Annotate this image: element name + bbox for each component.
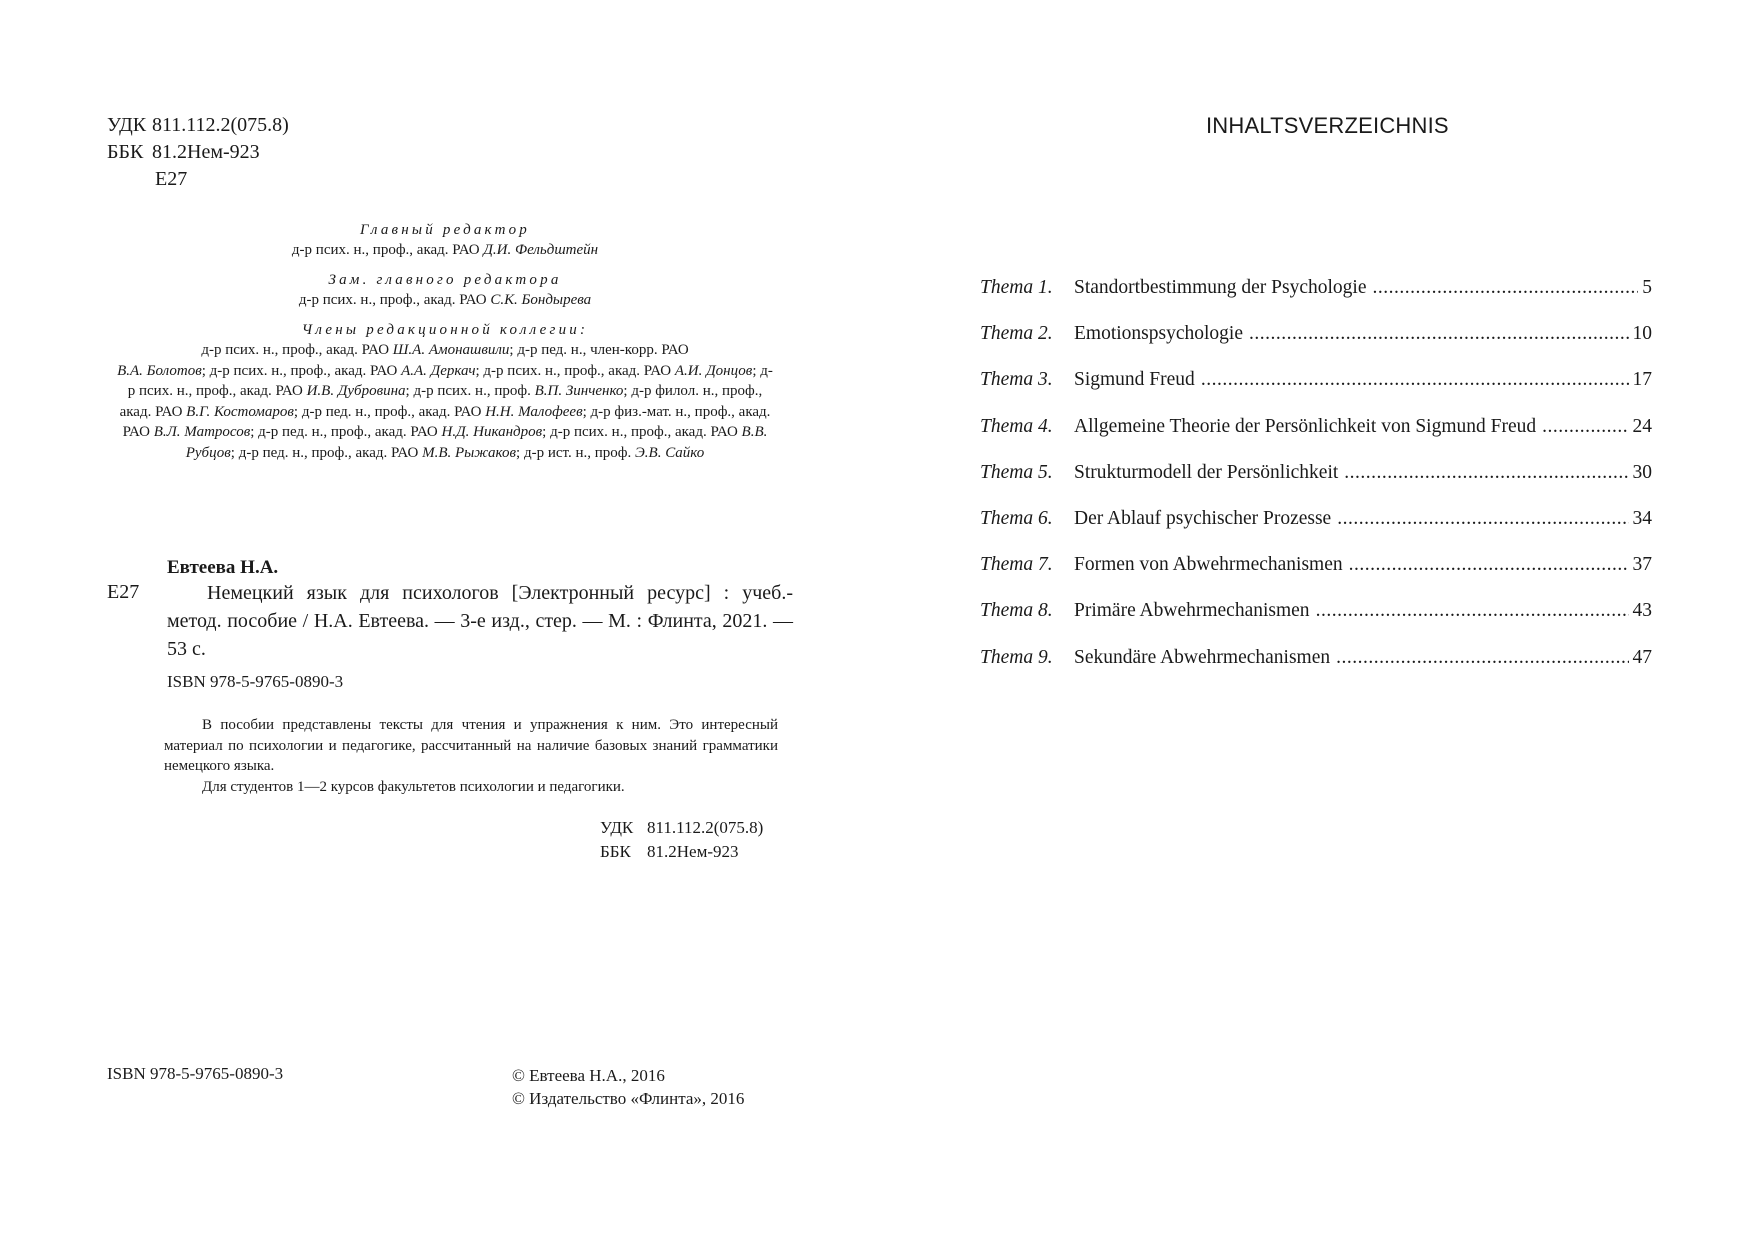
toc-entry[interactable]	[980, 462, 1652, 508]
deputy-editor	[115, 290, 775, 310]
board-member: д-р псих. н., проф., акад. РАО А.А. Деркач;	[209, 362, 480, 379]
toc-leader-dots	[1337, 508, 1628, 530]
deputy-editor-role: Зам. главного редактора	[328, 272, 562, 288]
toc-entry-title: Sigmund Freud	[1074, 369, 1195, 391]
board-members-list	[115, 340, 775, 464]
udk-value: 811.112.2(075.8)	[152, 114, 289, 136]
chief-editor-name: Д.И. Фельдштейн	[483, 242, 599, 258]
udk-bbk-footer	[600, 816, 763, 864]
annotation-paragraph: В пособии представлены тексты для чтения и упражнения к ним. Это интересный материал по психологии и педагогике, рассчитанный на наличие базовых знаний грамматики немецкого языка.	[164, 717, 778, 774]
toc-entry-label: Thema 1.	[980, 277, 1053, 298]
annotation-paragraph: Для студентов 1—2 курсов факультетов психологии и педагогики.	[202, 778, 625, 795]
toc-entry[interactable]	[980, 508, 1652, 554]
deputy-editor-name: С.К. Бондырева	[490, 292, 592, 308]
udk-label: УДК	[600, 818, 634, 837]
toc-entry[interactable]	[980, 554, 1652, 600]
toc-entry-label: Thema 6.	[980, 507, 1053, 529]
cutter-code: Е27	[155, 168, 188, 190]
udk-line	[107, 112, 289, 139]
toc-entry-title: Sekundäre Abwehrmechanismen	[1074, 646, 1331, 668]
toc-entry-page: 37	[1632, 554, 1652, 576]
udk-line	[600, 816, 763, 840]
toc-leader-dots	[1372, 277, 1638, 299]
table-of-contents	[980, 277, 1652, 693]
toc-entry-page: 30	[1632, 461, 1652, 483]
cutter-code-left: Е27	[107, 581, 140, 603]
toc-entry-page: 47	[1632, 646, 1652, 668]
chief-editor-title: д-р псих. н., проф., акад. РАО	[291, 242, 480, 258]
board-member: д-р пед. н., проф., акад. РАО М.В. Рыжаков;	[238, 444, 521, 461]
toc-title: INHALTSVERZEICHNIS	[1206, 113, 1449, 138]
bbk-value: 81.2Нем-923	[152, 141, 260, 163]
copyright-publisher: © Издательство «Флинта», 2016	[512, 1089, 745, 1108]
toc-leader-dots	[1336, 647, 1628, 669]
toc-entry-title: Der Ablauf psychischer Prozesse	[1074, 507, 1332, 529]
board-member: д-р ист. н., проф. Э.В. Сайко	[523, 444, 705, 461]
isbn-footer: ISBN 978-5-9765-0890-3	[107, 1064, 284, 1083]
toc-entry-label: Thema 9.	[980, 646, 1053, 668]
udk-bbk-header	[107, 112, 289, 193]
copyright-author: © Евтеева Н.А., 2016	[512, 1066, 665, 1085]
bibliographic-description	[167, 579, 793, 663]
isbn-line: ISBN 978-5-9765-0890-3	[167, 672, 344, 691]
bbk-value: 81.2Нем-923	[647, 842, 739, 861]
toc-entry-page: 10	[1632, 323, 1652, 345]
author-name: Евтеева Н.А.	[167, 557, 279, 578]
board-member: д-р пед. н., проф., акад. РАО Н.Д. Никандров;	[258, 424, 547, 441]
toc-entry-label: Thema 3.	[980, 369, 1053, 391]
chief-editor	[115, 240, 775, 260]
board-member: д-р псих. н., проф. В.П. Зинченко;	[413, 383, 628, 400]
toc-entry[interactable]	[980, 416, 1652, 462]
toc-entry-title: Allgemeine Theorie der Persönlichkeit von Sigmund Freud	[1074, 415, 1537, 437]
deputy-editor-title: д-р псих. н., проф., акад. РАО	[298, 292, 487, 308]
toc-leader-dots	[1249, 323, 1629, 345]
toc-entry-page: 24	[1632, 415, 1652, 437]
toc-leader-dots	[1349, 554, 1629, 576]
board-member: д-р псих. н., проф., акад. РАО В.В. Рубцов;	[185, 424, 768, 461]
toc-leader-dots	[1542, 416, 1628, 438]
toc-entry-page: 34	[1632, 507, 1652, 529]
board-member: д-р пед. н., проф., акад. РАО Н.Н. Малофеев;	[301, 403, 587, 420]
toc-entry-title: Emotionspsychologie	[1074, 323, 1243, 345]
copyright-block	[512, 1064, 744, 1110]
board-member: д-р псих. н., проф., акад. РАО Ш.А. Амонашвили;	[201, 342, 514, 358]
toc-leader-dots	[1344, 462, 1628, 484]
toc-entry-title: Strukturmodell der Persönlichkeit	[1074, 461, 1339, 483]
udk-label: УДК	[107, 114, 147, 136]
board-member: д-р пед. н., член-корр. РАО В.А. Болотов;	[117, 342, 689, 379]
bbk-label: ББК	[107, 141, 144, 163]
toc-entry[interactable]	[980, 277, 1652, 323]
toc-entry[interactable]	[980, 369, 1652, 415]
bbk-label: ББК	[600, 842, 631, 861]
board-member: д-р филол. н., проф., акад. РАО В.Г. Костомаров;	[119, 383, 763, 420]
bib-line: метод. пособие / Н.А. Евтеева. — 3-е изд., стер. — М. : Флинта,	[167, 610, 717, 632]
udk-value: 811.112.2(075.8)	[647, 818, 764, 837]
bib-line: Немецкий язык для психологов [Электронный ресурс] : учеб.-	[207, 582, 793, 604]
board-member: д-р физ.-мат. н., проф., акад. РАО В.Л. Матросов;	[122, 403, 771, 441]
board-members-role: Члены редакционной коллегии:	[301, 322, 589, 338]
toc-entry[interactable]	[980, 600, 1652, 646]
toc-entry-label: Thema 5.	[980, 461, 1053, 483]
bib-line: 2021. — 53 с.	[167, 610, 794, 660]
toc-entry-label: Thema 7.	[980, 554, 1053, 576]
toc-entry-label: Thema 2.	[980, 323, 1053, 345]
bbk-line	[107, 139, 289, 166]
toc-entry-label: Thema 4.	[980, 415, 1053, 437]
board-member: д-р псих. н., проф., акад. РАО А.И. Донцов;	[483, 362, 757, 379]
toc-leader-dots	[1201, 369, 1629, 391]
toc-entry-title: Formen von Abwehrmechanismen	[1074, 554, 1343, 576]
toc-entry-label: Thema 8.	[980, 600, 1053, 622]
toc-leader-dots	[1316, 600, 1629, 622]
annotation	[164, 715, 778, 797]
toc-entry[interactable]	[980, 647, 1652, 693]
toc-entry-page: 17	[1632, 369, 1652, 391]
chief-editor-role: Главный редактор	[359, 222, 531, 238]
toc-entry[interactable]	[980, 323, 1652, 369]
board-member: д-р псих. н., проф., акад. РАО И.В. Дубровина;	[127, 362, 773, 400]
bbk-line	[600, 840, 763, 864]
toc-entry-title: Primäre Abwehrmechanismen	[1074, 600, 1310, 622]
editorial-board	[115, 220, 775, 464]
toc-entry-page: 5	[1642, 277, 1652, 298]
toc-entry-page: 43	[1632, 600, 1652, 622]
toc-entry-title: Standortbestimmung der Psychologie	[1074, 277, 1367, 298]
